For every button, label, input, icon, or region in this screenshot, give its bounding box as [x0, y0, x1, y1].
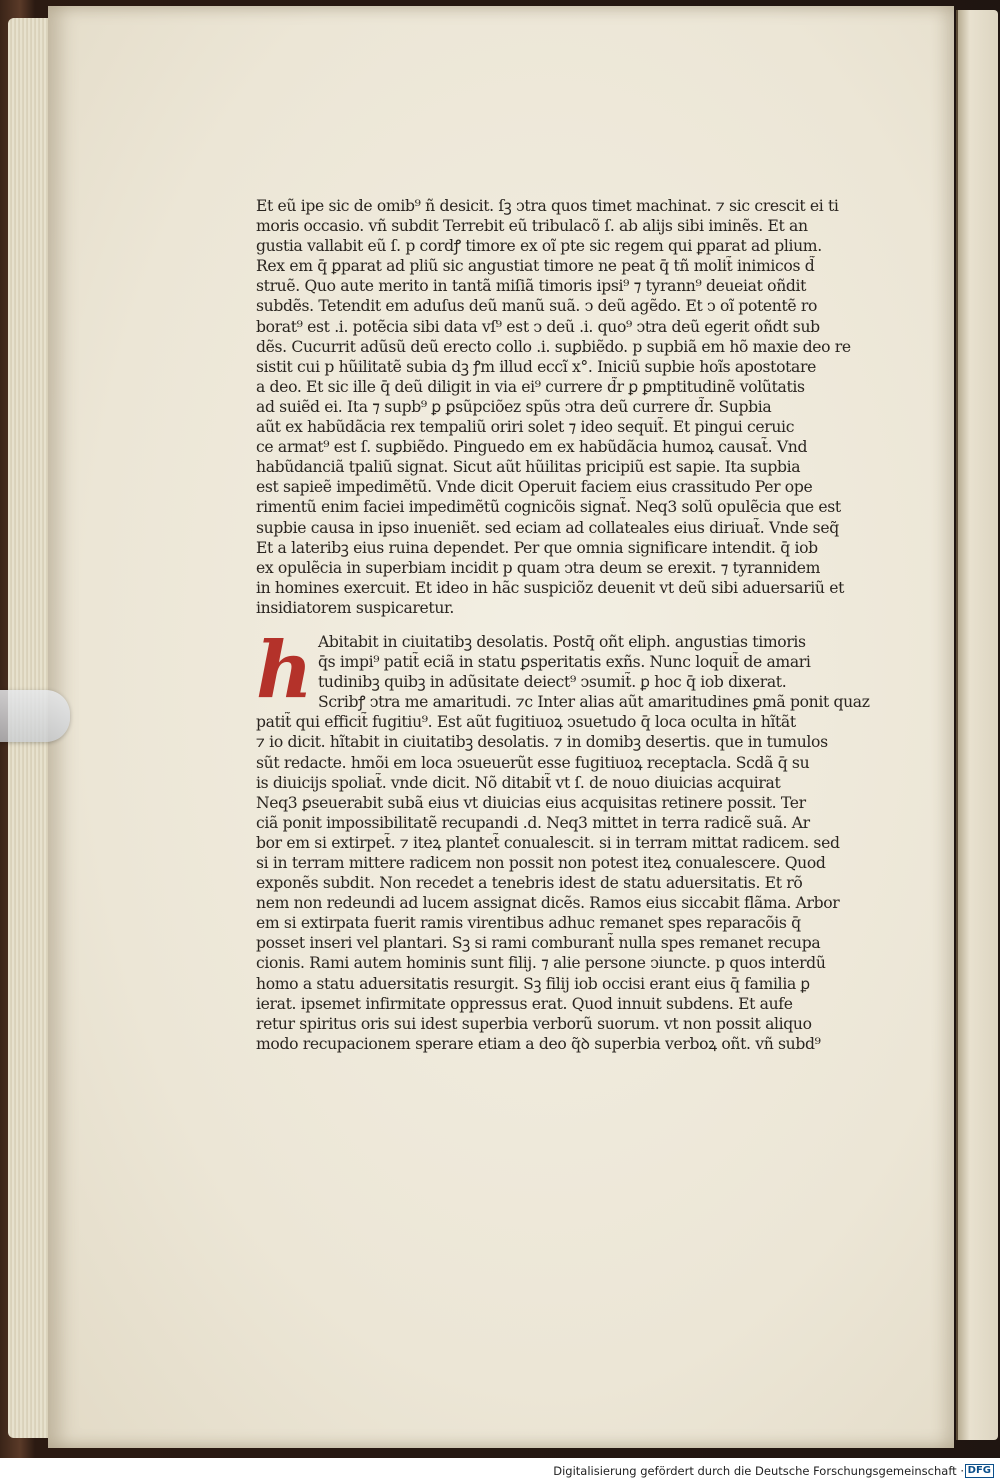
text-line: modo recupacionem sperare etiam a deo q̃ꝺ superbia verboꝝ oñt. vñ subd⁹ [256, 1034, 821, 1053]
text-line: a deo. Et sic ille q̄ deũ diligit in via ei⁹ currere d̃r ꝑ ꝑmptitudinẽ volũtatis [256, 377, 805, 396]
facing-page-edge [956, 10, 998, 1440]
text-line: rimentũ enim faciei impedimẽtũ cognicõis signat̃. Neq3 solũ opulẽcia que est [256, 498, 841, 517]
text-line: gustia vallabit eũ ſ. p cordꝭ timore ex oĩ pte sic regem qui ꝑparat ad plium. [256, 237, 822, 256]
text-line: dẽs. Cucurrit adũsũ deũ erecto collo .i. suꝑbiẽdo. p supbiã em hõ maxie deo re [256, 337, 851, 356]
text-line: moris occasio. vñ subdit Terrebit eũ tribulacõ ſ. ab alijs sibi iminẽs. Et an [256, 217, 808, 236]
text-line: is diuicijs spoliat̃. vnde dicit. Nõ ditabit̃ vt ſ. de nouo diuicias acquirat [256, 773, 781, 792]
text-line: tudinibꝫ quibꝫ in adũsitate deiect⁹ ↄsumit̃. ꝑ hoc q̄ iob dixerat. [318, 673, 787, 692]
footer-bar [0, 1458, 1000, 1484]
text-line: ciã ponit impossibilitatẽ recupandi .d. Neq3 mittet in terra radicẽ suã. Ar [256, 813, 810, 832]
text-line: retur spiritus oris sui idest superbia verborũ suorum. vt non possit aliquo [256, 1014, 812, 1033]
text-line: ⁊ io dicit. hĩtabit in ciuitatibꝫ desolatis. ⁊ in domibꝫ desertis. que in tumulos [256, 733, 828, 752]
text-line: Et eũ ipe sic de omib⁹ ñ desicit. ſꝫ ↄtra quos timet machinat. ⁊ sic crescit ei ti [256, 197, 839, 215]
scan-clip [0, 690, 70, 742]
text-line: cionis. Rami autem hominis sunt filij. ⁊ alie persone ↄiuncte. p quos interdũ [256, 954, 826, 973]
text-line: Scribꝭ ↄtra me amaritudi. ⁊c Inter alias aũt amaritudines ꝑmã ponit quaz [318, 693, 870, 712]
text-line: posset inseri vel plantari. Sꝫ si rami comburant̃ nulla spes remanet recupa [256, 934, 821, 953]
text-line: Rex em q̄ ꝑparat ad pliũ sic angustiat timore ne peat q̄ tñ molit̃ inimicos d̃ [256, 257, 815, 276]
text-line: bor em si extirpet̃. ⁊ iteꝝ plantet̃ conualescit. si in terram mittat radicem. sed [256, 833, 840, 852]
text-line: homo a statu aduersitatis resurgit. Sꝫ filij iob occisi erant eius q̄ familia ꝑ [256, 974, 810, 993]
text-line: ad suiẽd ei. Ita ⁊ supb⁹ ꝑ ꝑsũpciõez spũs ↄtra deũ currere d̃r. Supbia [256, 397, 772, 416]
text-line: Et a lateribꝫ eius ruina dependet. Per que omnia significare intendit. q̄ iob [256, 538, 818, 557]
paragraph-2 [256, 624, 880, 1054]
text-line: est sapieẽ impedimẽtũ. Vnde dicit Operuit faciem eius crassitudo Per ope [256, 478, 813, 497]
text-line: q̄s impi⁹ patit̃ eciã in statu ꝑsperitatis exñs. Nunc loquit̃ de amari [318, 653, 811, 672]
text-line: sũt redacte. hmõi em loca ↄsueuerũt esse fugitiuoꝝ receptacla. Scdã q̄ su [256, 753, 810, 772]
text-line: si in terram mittere radicem non possit non potest iteꝝ conualescere. Quod [256, 854, 826, 872]
text-line: insidiatorem suspicaretur. [256, 598, 455, 617]
text-line: habũdanciã tpaliũ signat. Sicut aũt hũilitas pricipiũ est sapie. Ita supbia [256, 458, 801, 477]
text-line: subdẽs. Tetendit em aduſus deũ manũ suã. ↄ deũ agẽdo. Et ↄ oĩ potentẽ ro [256, 297, 818, 316]
text-line: Abitabit in ciuitatibꝫ desolatis. Postq̄ oñt eliph. angustias timoris [318, 632, 806, 651]
text-line: patit̃ qui efficit̃ fugitiu⁹. Est aũt fugitiuoꝝ ↄsuetudo q̄ loca oculta in hĩtãt [256, 713, 796, 732]
text-line: struẽ. Quo aute merito in tantã miſiã timoris ipsi⁹ ⁊ tyrann⁹ deueiat oñdit [256, 277, 807, 296]
text-line: ierat. ipsemet infirmitate oppressus erat. Quod innuit subdens. Et aufe [256, 994, 793, 1013]
dfg-logo-icon: DFG [965, 1464, 994, 1478]
text-line: aũt ex habũdãcia rex tempaliũ oriri solet ⁊ ideo sequit̃. Et pingui ceruic [256, 418, 795, 437]
text-line: in homines exercuit. Et ideo in hãc suspiciõz deuenit vt deũ sibi aduersariũ et [256, 578, 845, 597]
text-block [256, 196, 880, 1054]
paragraph-1 [256, 196, 880, 618]
text-line: Neq3 ꝑseuerabit subã eius vt diuicias eius acquisitas retinere possit. Ter [256, 793, 806, 812]
initial-letter-h: h [256, 624, 313, 716]
text-line: supbie causa in ipso inueniẽt. sed eciam ad collateales eius diriuat̃. Vnde seq̃ [256, 518, 839, 537]
text-line: borat⁹ est .i. potẽcia sibi data vſ⁹ est ↄ deũ .i. quo⁹ ↄtra deũ egerit oñdt sub [256, 317, 820, 336]
text-line: sistit cui p hũilitatẽ subia dꝫ ꝭm illud eccĩ x°. Iniciũ supbie hoĩs apostotare [256, 357, 816, 376]
footer-credit: Digitalisierung gefördert durch die Deutsche Forschungsgemeinschaft · [553, 1464, 964, 1478]
text-line: exponẽs subdit. Non recedet a tenebris idest de statu aduersitatis. Et rõ [256, 874, 803, 893]
text-line: ce armat⁹ est ſ. suꝑbiẽdo. Pinguedo em ex habũdãcia humoꝝ causat̃. Vnd [256, 438, 808, 457]
text-line: ex opulẽcia in superbiam incidit p quam ↄtra deum se erexit. ⁊ tyrannidem [256, 558, 821, 577]
text-line: nem non redeundi ad lucem assignat dicẽs. Ramos eius siccabit flãma. Arbor [256, 894, 840, 913]
text-line: em si extirpata fuerit ramis virentibus adhuc remanet spes reparacõis q̄ [256, 914, 801, 933]
